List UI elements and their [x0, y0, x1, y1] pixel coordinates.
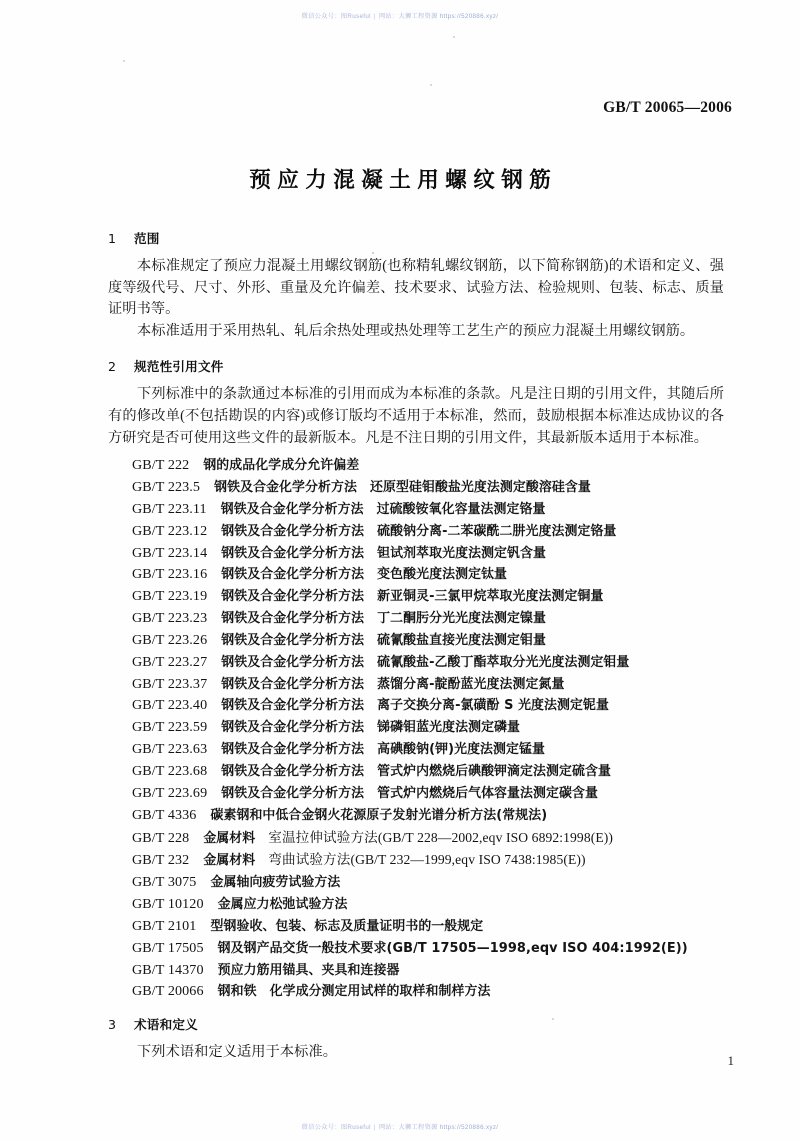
reference-title: 型钢验收、包装、标志及质量证明书的一般规定: [210, 918, 484, 934]
reference-desc: 锑磷钼蓝光度法测定磷量: [377, 720, 521, 736]
list-item: [108, 916, 724, 938]
list-item: [108, 499, 724, 521]
list-item: [108, 894, 724, 916]
reference-code: GB/T 17505: [132, 939, 204, 956]
reference-title: 钢铁及合金化学分析方法: [221, 785, 365, 801]
reference-title: 钢铁及合金化学分析方法: [220, 501, 364, 517]
watermark-url: https://520886.xyz/: [439, 1124, 499, 1131]
section-normative-references: [108, 356, 724, 1003]
reference-code: GB/T 14370: [132, 961, 204, 978]
list-item: [108, 695, 724, 717]
watermark-site-label: 网站：大狮工程资源: [378, 13, 438, 20]
reference-title: 金属材料: [203, 853, 256, 869]
watermark-site-label: 网站：大狮工程资源: [378, 1124, 438, 1131]
watermark-separator: |: [373, 13, 376, 20]
list-item: [108, 652, 724, 674]
reference-title: 钢和铁: [217, 984, 257, 1000]
reference-title: 钢铁及合金化学分析方法: [221, 763, 365, 779]
reference-title: 钢铁及合金化学分析方法: [221, 545, 365, 561]
section-title-1: 范围: [134, 231, 160, 246]
reference-title: 钢铁及合金化学分析方法: [221, 654, 365, 670]
reference-title: 预应力筋用锚具、夹具和连接器: [217, 962, 400, 978]
reference-code: GB/T 223.16: [132, 566, 208, 583]
reference-desc: 过硫酸铵氧化容量法测定铬量: [376, 501, 546, 517]
reference-desc: 室温拉伸试验方法(GB/T 228—2002,eqv ISO 6892:1998(E)): [268, 829, 614, 845]
scan-speck: [123, 60, 125, 62]
reference-code: GB/T 223.19: [132, 588, 208, 605]
reference-code: GB/T 3075: [132, 874, 197, 891]
reference-title: 碳素钢和中低合金钢火花源原子发射光谱分析方法(常规法): [210, 807, 548, 823]
watermark-bottom: [0, 1122, 800, 1131]
list-item: [108, 477, 724, 499]
watermark-prefix: 微信公众号：图Ruseful: [301, 13, 371, 20]
reference-title: 钢铁及合金化学分析方法: [221, 698, 365, 714]
list-item: [108, 455, 724, 477]
reference-desc: 新亚铜灵-三氯甲烷萃取光度法测定铜量: [377, 589, 604, 605]
reference-code: GB/T 223.68: [132, 762, 208, 779]
list-item: [108, 960, 724, 982]
list-item: [108, 872, 724, 894]
reference-desc: 还原型硅钼酸盐光度法测定酸溶硅含量: [370, 480, 591, 495]
section-title-2: 规范性引用文件: [134, 359, 224, 375]
reference-code: GB/T 223.23: [132, 610, 208, 627]
watermark-url: https://520886.xyz/: [439, 13, 499, 20]
reference-desc: 弯曲试验方法(GB/T 232—1999,eqv ISO 7438:1985(E)): [268, 852, 586, 868]
watermark-top: [0, 11, 800, 20]
reference-desc: 硫氰酸盐直接光度法测定钼量: [377, 632, 547, 648]
reference-desc: 高碘酸钠(钾)光度法测定锰量: [377, 742, 546, 758]
reference-title: 钢铁及合金化学分析方法: [214, 480, 357, 495]
list-item: [108, 783, 724, 805]
reference-code: GB/T 4336: [132, 806, 197, 823]
scan-speck: [453, 36, 455, 38]
section-heading-1: [108, 228, 724, 247]
reference-title: 金属应力松弛试验方法: [217, 897, 348, 913]
list-item: [108, 717, 724, 739]
list-item: [108, 608, 724, 630]
reference-title: 钢铁及合金化学分析方法: [221, 742, 365, 758]
reference-desc: 化学成分测定用试样的取样和制样方法: [269, 984, 491, 1000]
section-heading-2: [108, 356, 724, 375]
paragraph: 下列标准中的条款通过本标准的引用而成为本标准的条款。凡是注日期的引用文件，其随后所有的修改单(不包括勘误的内容)或修订版均不适用于本标准，然而，鼓励根据本标准达成协议的各方研究是否可使用这些文件的最新版本。凡是不注日期的引用文件，其最新版本适用于本标准。: [108, 386, 724, 446]
reference-code: GB/T 223.27: [132, 653, 208, 670]
spacer: [108, 342, 724, 356]
reference-code: GB/T 2101: [132, 917, 197, 934]
reference-desc: 丁二酮肟分光光度法测定镍量: [377, 611, 547, 627]
standard-number: GB/T 20065—2006: [603, 99, 732, 116]
reference-code: GB/T 223.69: [132, 784, 208, 801]
list-item: [108, 543, 724, 565]
page-title: 预应力混凝土用螺纹钢筋: [249, 168, 558, 193]
reference-title: 钢的成品化学成分允许偏差: [203, 458, 360, 474]
reference-title: 钢铁及合金化学分析方法: [221, 523, 365, 539]
list-item: [108, 981, 724, 1003]
reference-title: 钢铁及合金化学分析方法: [221, 676, 365, 692]
reference-code: GB/T 223.26: [132, 631, 208, 648]
paragraph: 下列术语和定义适用于本标准。: [137, 1044, 338, 1061]
list-item: [108, 849, 724, 872]
reference-code: GB/T 232: [132, 852, 190, 869]
list-item: [108, 630, 724, 652]
section-number-1: 1: [108, 231, 117, 246]
section-number-3: 3: [108, 1017, 117, 1033]
watermark-prefix: 微信公众号：图Ruseful: [301, 1124, 371, 1131]
page-number: 1: [727, 1053, 734, 1068]
reference-title: 钢铁及合金化学分析方法: [221, 567, 365, 583]
reference-desc: 离子交换分离-氯磺酚 S 光度法测定铌量: [377, 698, 609, 714]
watermark-separator: |: [373, 1124, 376, 1131]
reference-code: GB/T 223.37: [132, 675, 208, 692]
list-item: [108, 761, 724, 783]
section-number-2: 2: [108, 359, 117, 375]
reference-desc: 管式炉内燃烧后碘酸钾滴定法测定硫含量: [377, 763, 611, 779]
reference-code: GB/T 10120: [132, 896, 204, 913]
reference-desc: 蒸馏分离-靛酚蓝光度法测定氮量: [377, 676, 565, 692]
reference-title: 钢铁及合金化学分析方法: [221, 632, 365, 648]
list-item: [108, 586, 724, 608]
reference-desc: 变色酸光度法测定钛量: [377, 567, 508, 583]
reference-code: GB/T 223.40: [132, 697, 208, 714]
section-heading-3: [108, 1014, 724, 1033]
reference-code: GB/T 223.63: [132, 741, 208, 758]
paragraph: 本标准适用于采用热轧、轧后余热处理或热处理等工艺生产的预应力混凝土用螺纹钢筋。: [137, 322, 695, 339]
section-scope: [108, 228, 724, 342]
reference-code: GB/T 223.59: [132, 719, 208, 736]
reference-desc: 硫酸钠分离-二苯碳酰二肼光度法测定铬量: [377, 523, 617, 539]
reference-title: 金属材料: [203, 830, 256, 846]
reference-code: GB/T 223.11: [132, 500, 207, 517]
list-item: [108, 827, 724, 850]
reference-title: 钢铁及合金化学分析方法: [221, 611, 365, 627]
reference-list: [108, 455, 724, 1003]
list-item: [108, 739, 724, 761]
reference-title: 钢铁及合金化学分析方法: [221, 720, 365, 736]
reference-code: GB/T 223.14: [132, 544, 208, 561]
section-terms-and-definitions: [108, 1014, 724, 1064]
list-item: [108, 938, 724, 960]
paragraph: 本标准规定了预应力混凝土用螺纹钢筋(也称精轧螺纹钢筋，以下简称钢筋)的术语和定义、强度等级代号、尺寸、外形、重量及允许偏差、技术要求、试验方法、检验规则、包装、标志、质量证明书等。: [108, 258, 724, 318]
list-item: [108, 564, 724, 586]
reference-code: GB/T 20066: [132, 983, 204, 1000]
document-body: [108, 228, 724, 1064]
reference-desc: 管式炉内燃烧后气体容量法测定碳含量: [377, 785, 598, 801]
reference-title: 金属轴向疲劳试验方法: [210, 875, 341, 891]
reference-code: GB/T 223.12: [132, 522, 208, 539]
spacer: [108, 1003, 724, 1014]
list-item: [108, 674, 724, 696]
reference-desc: 钽试剂萃取光度法测定钒含量: [377, 545, 547, 561]
scan-speck: [430, 84, 432, 86]
reference-code: GB/T 228: [132, 829, 190, 846]
section-title-3: 术语和定义: [134, 1017, 198, 1033]
reference-title: 钢及钢产品交货一般技术要求(GB/T 17505—1998,eqv ISO 404:1992(E)): [217, 940, 688, 956]
reference-code: GB/T 222: [132, 457, 190, 474]
reference-desc: 硫氰酸盐-乙酸丁酯萃取分光光度法测定钼量: [377, 654, 630, 670]
reference-title: 钢铁及合金化学分析方法: [221, 589, 365, 605]
list-item: [108, 805, 724, 827]
list-item: [108, 521, 724, 543]
reference-code: GB/T 223.5: [132, 479, 201, 495]
